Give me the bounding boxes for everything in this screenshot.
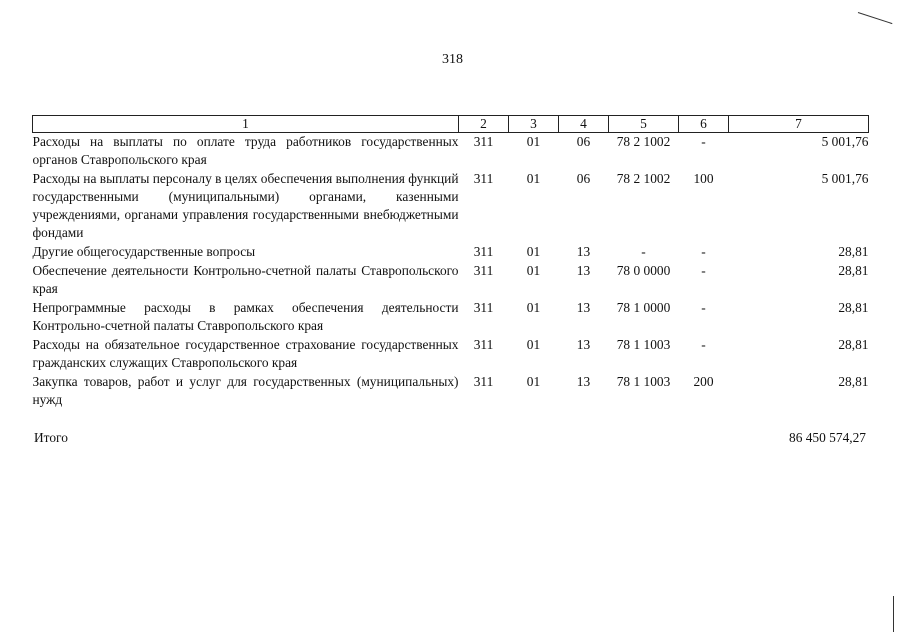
table-row [33,336,869,373]
row-amount: 5 001,76 [821,171,869,186]
table-row [33,243,869,262]
row-name: Непрограммные расходы в рамках обеспечения деятельности Контрольно-счетной палаты Ставропольского края [32,300,459,333]
row-code-6: - [701,134,706,149]
row-code-4: 06 [576,171,591,186]
row-name: Расходы на выплаты по оплате труда работников государственных органов Ставропольского края [32,134,459,167]
total-value: 86 450 574,27 [789,430,866,445]
row-code-6: - [701,300,706,315]
row-code-5: 78 2 1002 [616,134,671,149]
header-col-4: 4 [559,116,609,133]
page-number: 318 [442,52,463,67]
row-code-4: 06 [576,134,591,149]
row-name: Обеспечение деятельности Контрольно-счетной палаты Ставропольского края [32,263,459,296]
row-code-3: 01 [526,134,541,149]
header-col-2: 2 [459,116,509,133]
row-code-3: 01 [526,374,541,389]
table-row [33,170,869,243]
row-code-2: 311 [473,244,494,259]
row-code-5: 78 0 0000 [616,263,671,278]
row-code-5: 78 1 1003 [616,337,671,352]
row-code-5: 78 2 1002 [616,171,671,186]
row-name: Расходы на выплаты персоналу в целях обеспечения выполнения функций государственными (муниципальными) органами, казенными учреждениями, органами управления государственными внебюджетными фондами [32,171,459,240]
row-amount: 28,81 [838,244,869,259]
scan-corner-mark [858,12,893,24]
row-code-2: 311 [473,263,494,278]
row-code-2: 311 [473,134,494,149]
table-header-row [33,116,869,133]
row-code-4: 13 [576,263,591,278]
row-amount: 5 001,76 [821,134,869,149]
row-amount: 28,81 [838,337,869,352]
scan-edge-mark [893,596,894,632]
row-code-3: 01 [526,244,541,259]
header-col-7: 7 [729,116,869,133]
row-code-6: - [701,263,706,278]
row-name: Другие общегосударственные вопросы [32,244,256,259]
row-code-2: 311 [473,337,494,352]
table-row [33,133,869,171]
row-amount: 28,81 [838,263,869,278]
total-label: Итого [34,430,68,445]
row-amount: 28,81 [838,300,869,315]
row-code-6: 200 [693,374,714,389]
row-code-3: 01 [526,337,541,352]
row-code-4: 13 [576,374,591,389]
row-code-5: - [641,244,646,259]
row-code-4: 13 [576,300,591,315]
header-col-3: 3 [509,116,559,133]
row-code-4: 13 [576,244,591,259]
row-amount: 28,81 [838,374,869,389]
budget-table [32,115,869,410]
row-code-2: 311 [473,374,494,389]
row-code-3: 01 [526,300,541,315]
row-code-5: 78 1 1003 [616,374,671,389]
row-code-6: - [701,337,706,352]
row-code-2: 311 [473,171,494,186]
row-code-5: 78 1 0000 [616,300,671,315]
row-name: Закупка товаров, работ и услуг для государственных (муниципальных) нужд [32,374,459,407]
row-code-6: - [701,244,706,259]
row-code-3: 01 [526,263,541,278]
row-code-2: 311 [473,300,494,315]
row-code-6: 100 [693,171,714,186]
header-col-6: 6 [679,116,729,133]
header-col-5: 5 [609,116,679,133]
table-row [33,299,869,336]
table-row [33,262,869,299]
row-code-4: 13 [576,337,591,352]
table-row [33,373,869,410]
row-code-3: 01 [526,171,541,186]
header-col-1: 1 [33,116,459,133]
row-name: Расходы на обязательное государственное страхование государственных гражданских служащих Ставропольского края [32,337,459,370]
